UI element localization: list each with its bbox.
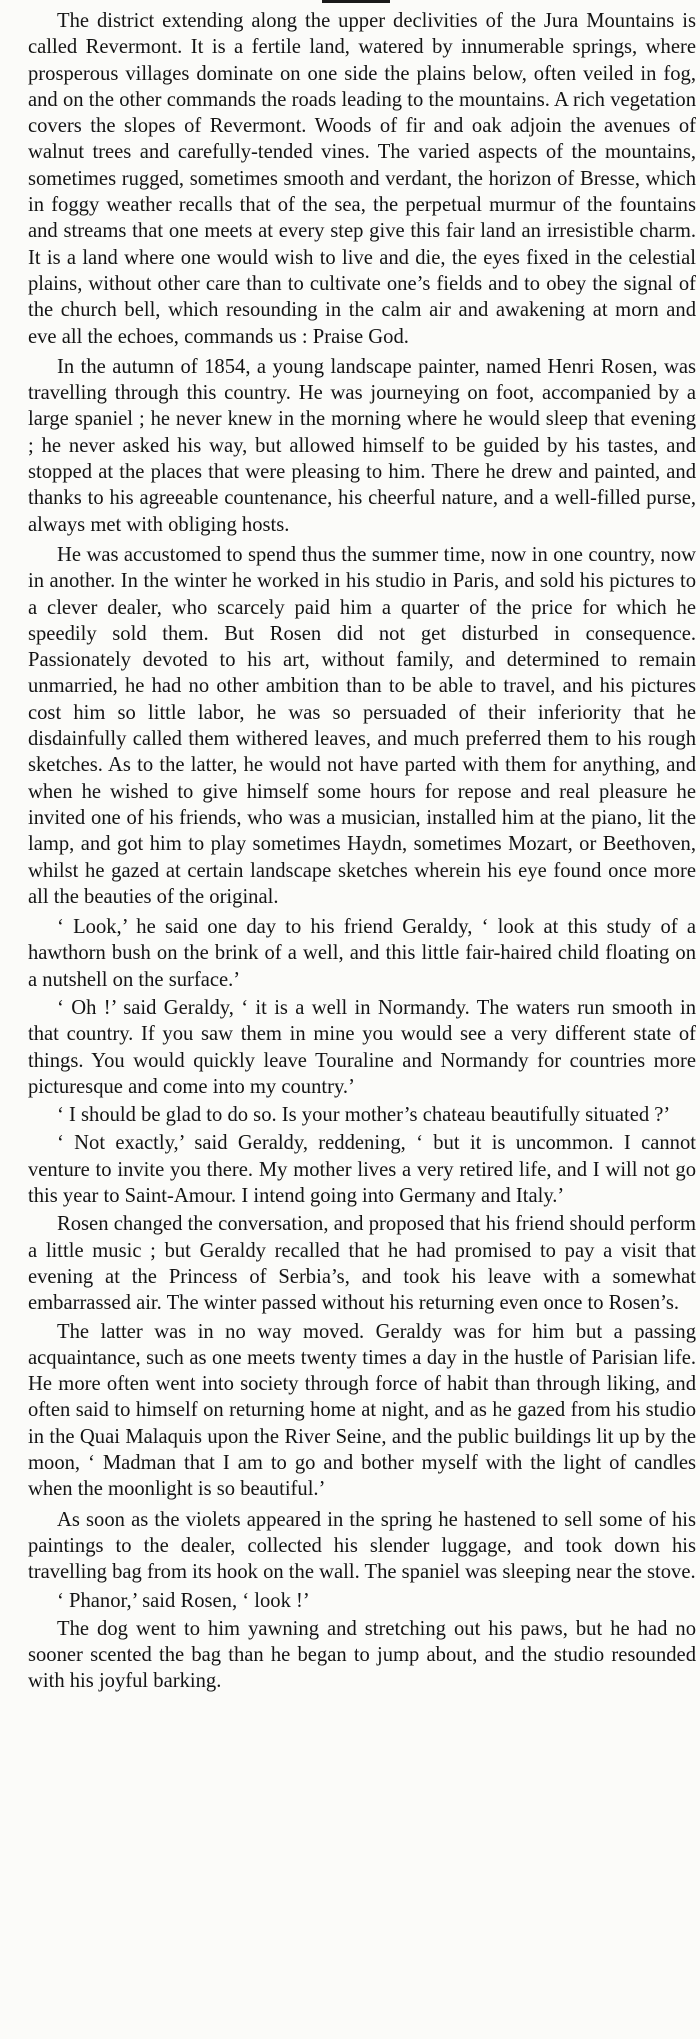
paragraph-rosen-habits: He was accustomed to spend thus the summer time, now in one country, now in another. In the winter he worked in his studio in Paris, and sold his pictures to a clever dealer, who scarcely paid him a quarter of the price for which he speedily sold them. But Rosen did not get disturbed in consequence. Passionately devoted to his art, without family, and determined to remain unmarried, he had no other ambition than to be able to travel, and his pictures cost him so little labor, he was so persuaded of their inferiority that he disdainfully called them withered leaves, and much preferred them to his rough sketches. As to the latter, he would not have parted with them for anything, and when he wished to give himself some hours for repose and real pleasure he invited one of his friends, who was a musician, installed him at the piano, lit the lamp, and got him to play sometimes Haydn, sometimes Mozart, or Beethoven, whilst he gazed at certain landscape sketches wherein his eye found once more all the beauties of the original. [28,543,696,908]
paragraph-revermont: The district extending along the upper declivities of the Jura Mountains is called Revermont. It is a fertile land, watered by innumerable springs, where prosperous villages dominate on one side the plains below, often veiled in fog, and on the other commands the roads leading to the mountains. A rich vegetation covers the slopes of Revermont. Woods of fir and oak adjoin the avenues of walnut trees and carefully-tended vines. The varied aspects of the mountains, sometimes rugged, sometimes smooth and verdant, the horizon of Bresse, which in foggy weather recalls that of the sea, the perpetual murmur of the fountains and streams that one meets at every step give this fair land an irresistible charm. It is a land where one would wish to live and die, the eyes fixed in the celestial plains, without other care than to cultivate one’s fields and to obey the signal of the church bell, which resounding in the calm air and awakening at morn and eve all the echoes, commands us : Praise God. [28,10,696,348]
paragraph-chateau-question: ‘ I should be glad to do so. Is your mother’s chateau beautifully situated ?’ [57,1104,671,1127]
text-column [28,8,696,1697]
header-rule [322,0,390,3]
paragraph-passing-acquaintance: The latter was in no way moved. Geraldy was for him but a passing acquaintance, such as one meets twenty times a day in the hustle of Parisian life. He more often went into society through force of habit than through liking, and often said to himself on returning home at night, and as he gazed from his studio in the Quai Malaquis upon the River Seine, and the public buildings lit up by the moon, ‘ Madman that I am to go and bother myself with the light of candles when the moonlight is so beautiful.’ [28,1320,696,1501]
paragraph-rosen-intro: In the autumn of 1854, a young landscape painter, named Henri Rosen, was travelling through this country. He was journeying on foot, accompanied by a large spaniel ; he never knew in the morning where he would sleep that evening ; he never asked his way, but allowed himself to be guided by his tastes, and stopped at the places that were pleasing to him. There he drew and painted, and thanks to his agreeable countenance, his cheerful nature, and a well-filled purse, always met with obliging hosts. [28,355,696,536]
paragraph-normandy-well: ‘ Oh !’ said Geraldy, ‘ it is a well in Normandy. The waters run smooth in that country. If you saw them in mine you would see a very different state of things. You would quickly leave Touraline and Normandy for countries more picturesque and come into my country.’ [28,996,696,1098]
paragraph-princess-visit: Rosen changed the conversation, and proposed that his friend should perform a little music ; but Geraldy recalled that he had promised to pay a visit that evening at the Princess of Serbia’s, and took his leave with a somewhat embarrassed air. The winter passed without his returning even once to Rosen’s. [28,1213,696,1315]
paragraph-look-hawthorn: ‘ Look,’ he said one day to his friend Geraldy, ‘ look at this study of a hawthorn bush on the brink of a well, and this little fair-haired child floating on a nutshell on the surface.’ [28,916,696,991]
paragraph-dog-barking: The dog went to him yawning and stretching out his paws, but he had no sooner scented the bag than he began to jump about, and the studio resounded with his joyful barking. [28,1617,696,1693]
paragraph-violets-spring: As soon as the violets appeared in the spring he hastened to sell some of his paintings to the dealer, collected his slender luggage, and took down his travelling bag from its hook on the wall. The spaniel was sleeping near the stove. [28,1508,696,1584]
paragraph-not-exactly: ‘ Not exactly,’ said Geraldy, reddening, ‘ but it is uncommon. I cannot venture to invite you there. My mother lives a very retired life, and I will not go this year to Saint-Amour. I intend going into Germany and Italy.’ [28,1132,696,1208]
paragraph-phanor: ‘ Phanor,’ said Rosen, ‘ look !’ [57,1589,310,1612]
